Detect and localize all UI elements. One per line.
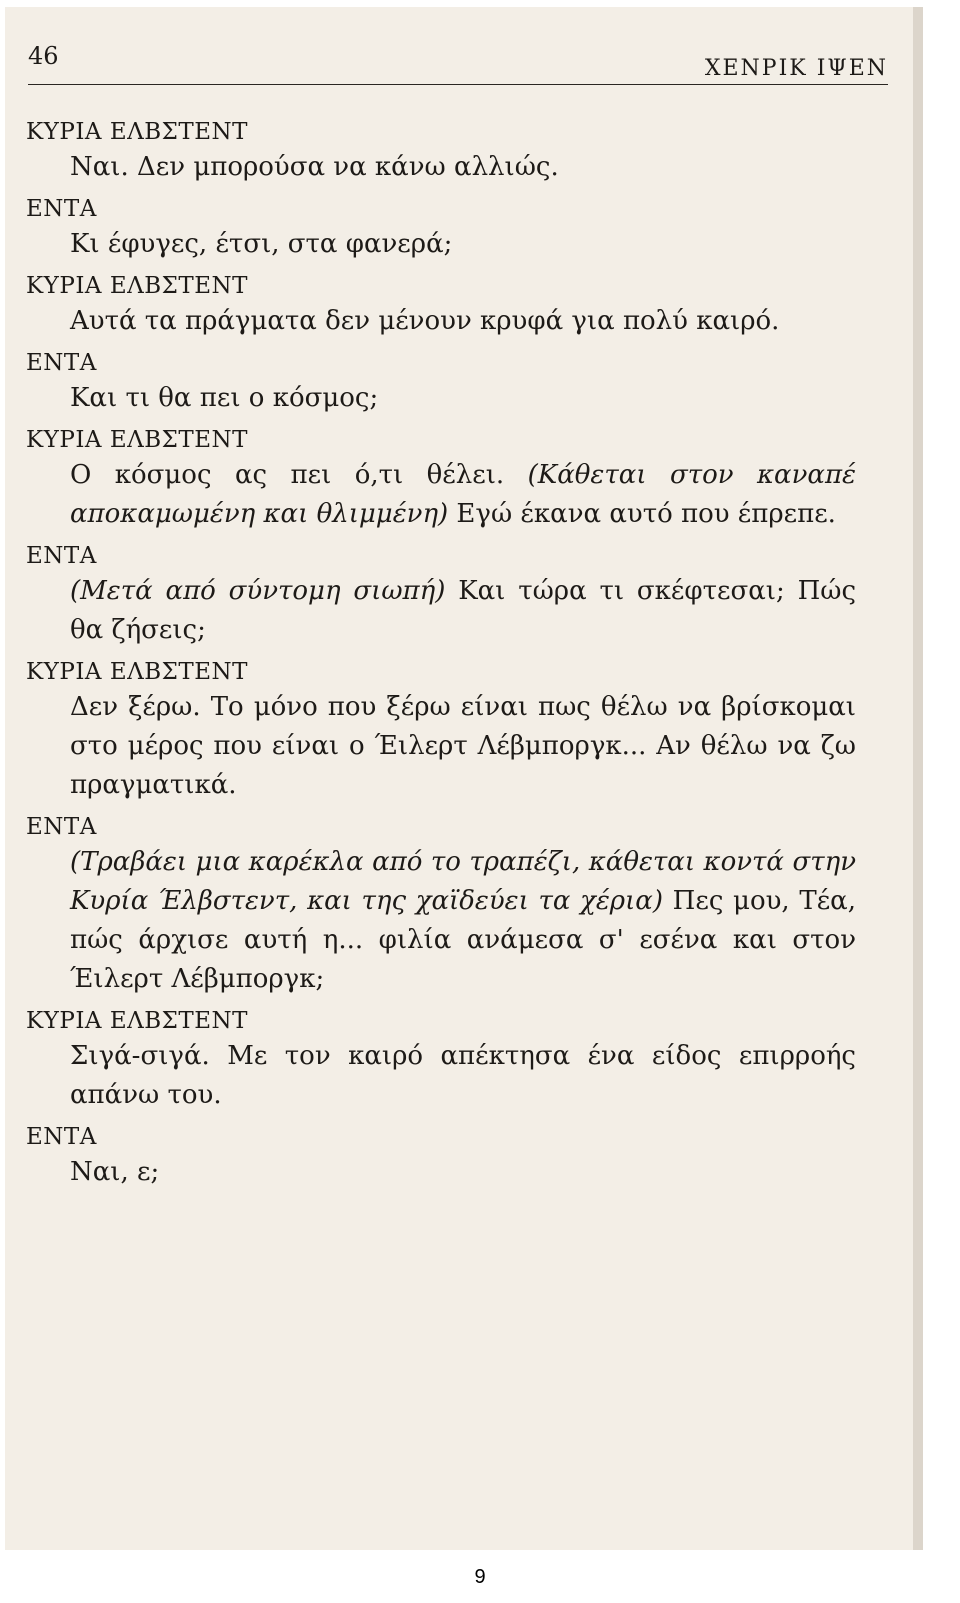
speech-text (70, 460, 856, 529)
speech-line (70, 456, 856, 534)
speech-line (70, 225, 856, 264)
speech-text: Σιγά-σιγά. Με τον καιρό απέκτησα ένα είδος επιρροής απάνω του. (70, 1041, 856, 1110)
running-head: ΧΕΝΡΙΚ ΙΨΕΝ (704, 56, 888, 81)
dialogue-turn (26, 542, 856, 650)
dialogue-turn (26, 813, 856, 999)
speech-text: Ναι. Δεν μπορούσα να κάνω αλλιώς. (70, 152, 559, 182)
speech-text: Και τι θα πει ο κόσμος; (70, 383, 379, 413)
dialogue-turn (26, 272, 856, 341)
stage-direction: (Κάθεται στον καναπέ αποκαμωμένη και θλιμμένη) (70, 460, 856, 529)
speech-line (70, 1037, 856, 1115)
speech-line (70, 572, 856, 650)
page-number: 46 (28, 42, 59, 70)
speech-line (70, 688, 856, 805)
speech-line (70, 1153, 856, 1192)
speech-line (70, 148, 856, 187)
speech-text: Κι έφυγες, έτσι, στα φανερά; (70, 229, 453, 259)
speech-text: Δεν ξέρω. Το μόνο που ξέρω είναι πως θέλω να βρίσκομαι στο μέρος που είναι ο Έιλερτ Λέβμποργκ... Αν θέλω να ζω πραγματικά. (70, 692, 856, 800)
speaker-name: ΚΥΡΙΑ ΕΛΒΣΤΕΝΤ (26, 119, 249, 145)
speaker-name: ΚΥΡΙΑ ΕΛΒΣΤΕΝΤ (26, 659, 249, 685)
speech-line (70, 302, 856, 341)
stage-direction: (Μετά από σύντομη σιωπή) (70, 576, 446, 606)
speaker-name: ΕΝΤΑ (26, 350, 97, 376)
dialogue-turn (26, 426, 856, 534)
speech-text-part: Ο κόσμος ας πει ό,τι θέλει. (70, 460, 528, 490)
speech-line (70, 379, 856, 418)
dialogue-turn (26, 118, 856, 187)
dialogue-turn (26, 1123, 856, 1192)
dialogue-block (26, 118, 856, 1200)
speech-text: Και τώρα τι σκέφτεσαι; Πώς θα ζήσεις; (70, 576, 857, 645)
speech-text: Πες μου, Τέα, πώς άρχισε αυτή η... φιλία ανάμεσα σ' εσένα και στον Έιλερτ Λέβμποργκ; (70, 886, 856, 994)
header-rule (28, 84, 888, 85)
speaker-name: ΕΝΤΑ (26, 196, 97, 222)
dialogue-turn (26, 349, 856, 418)
speech-line (70, 843, 856, 999)
speaker-name: ΕΝΤΑ (26, 814, 97, 840)
footer-page-number: 9 (474, 1566, 486, 1588)
speaker-name: ΕΝΤΑ (26, 1124, 97, 1150)
speaker-name: ΚΥΡΙΑ ΕΛΒΣΤΕΝΤ (26, 1008, 249, 1034)
speaker-name: ΕΝΤΑ (26, 543, 97, 569)
speaker-name: ΚΥΡΙΑ ΕΛΒΣΤΕΝΤ (26, 273, 249, 299)
speech-text: Αυτά τα πράγματα δεν μένουν κρυφά για πολύ καιρό. (70, 306, 780, 336)
speech-text: Ναι, ε; (70, 1157, 160, 1187)
speech-text-part: Εγώ έκανα αυτό που έπρεπε. (448, 499, 836, 529)
dialogue-turn (26, 1007, 856, 1115)
stage-direction: (Τραβάει μια καρέκλα από το τραπέζι, κάθεται κοντά στην Κυρία Έλβστεντ, και της χαϊδεύει τα χέρια) (70, 847, 856, 916)
dialogue-turn (26, 658, 856, 805)
speaker-name: ΚΥΡΙΑ ΕΛΒΣΤΕΝΤ (26, 427, 249, 453)
dialogue-turn (26, 195, 856, 264)
